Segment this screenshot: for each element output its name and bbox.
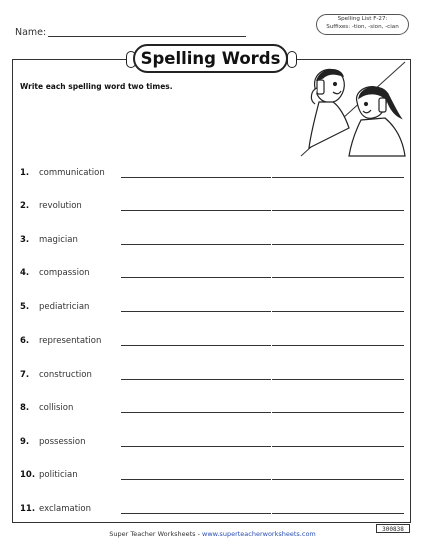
writing-line-2[interactable] xyxy=(272,379,404,380)
word-number: 8. xyxy=(20,403,30,413)
writing-line-1[interactable] xyxy=(121,244,271,245)
writing-line-1[interactable] xyxy=(121,345,271,346)
page-title: Spelling Words xyxy=(133,44,288,73)
writing-line-2[interactable] xyxy=(272,311,404,312)
writing-line-2[interactable] xyxy=(272,210,404,211)
writing-line-1[interactable] xyxy=(121,446,271,447)
writing-line-2[interactable] xyxy=(272,412,404,413)
word-row xyxy=(20,168,410,182)
writing-line-2[interactable] xyxy=(272,513,404,514)
word-number: 3. xyxy=(20,235,30,245)
word-number: 4. xyxy=(20,268,30,278)
word-row xyxy=(20,235,410,249)
writing-line-2[interactable] xyxy=(272,345,404,346)
spelling-word: revolution xyxy=(39,201,82,211)
spelling-word: representation xyxy=(39,336,102,346)
writing-line-2[interactable] xyxy=(272,446,404,447)
spelling-word: exclamation xyxy=(39,504,91,514)
word-row xyxy=(20,336,410,350)
word-number: 7. xyxy=(20,370,30,380)
footer xyxy=(0,530,425,538)
word-row xyxy=(20,370,410,384)
writing-line-1[interactable] xyxy=(121,479,271,480)
word-number: 6. xyxy=(20,336,30,346)
word-number: 11. xyxy=(20,504,36,514)
writing-line-2[interactable] xyxy=(272,277,404,278)
badge-suffix-label: Suffixes: -tion, -sion, -cian xyxy=(326,23,399,30)
writing-line-1[interactable] xyxy=(121,277,271,278)
spelling-word: politician xyxy=(39,470,78,480)
word-number: 10. xyxy=(20,470,36,480)
worksheet-code: 300838 xyxy=(376,524,410,533)
spelling-word: compassion xyxy=(39,268,90,278)
writing-line-1[interactable] xyxy=(121,513,271,514)
word-row xyxy=(20,302,410,316)
spelling-word: construction xyxy=(39,370,92,380)
word-row xyxy=(20,504,410,518)
word-number: 1. xyxy=(20,168,30,178)
writing-line-1[interactable] xyxy=(121,177,271,178)
word-row xyxy=(20,403,410,417)
footer-text: Super Teacher Worksheets - xyxy=(109,530,203,538)
word-row xyxy=(20,437,410,451)
writing-line-2[interactable] xyxy=(272,479,404,480)
writing-line-1[interactable] xyxy=(121,311,271,312)
spelling-list-badge xyxy=(316,14,409,35)
writing-line-1[interactable] xyxy=(121,210,271,211)
writing-line-2[interactable] xyxy=(272,177,404,178)
word-row xyxy=(20,268,410,282)
word-row xyxy=(20,470,410,484)
writing-line-1[interactable] xyxy=(121,412,271,413)
name-label: Name: xyxy=(15,27,47,38)
word-number: 2. xyxy=(20,201,30,211)
spelling-word: pediatrician xyxy=(39,302,90,312)
writing-line-1[interactable] xyxy=(121,379,271,380)
word-row xyxy=(20,201,410,215)
word-number: 5. xyxy=(20,302,30,312)
spelling-word: possession xyxy=(39,437,86,447)
spelling-word: magician xyxy=(39,235,78,245)
name-line[interactable] xyxy=(48,36,246,37)
instructions: Write each spelling word two times. xyxy=(20,82,173,91)
word-number: 9. xyxy=(20,437,30,447)
spelling-word: collision xyxy=(39,403,74,413)
footer-link[interactable]: www.superteacherworksheets.com xyxy=(202,530,316,538)
writing-line-2[interactable] xyxy=(272,244,404,245)
phone-conversation-illustration xyxy=(293,58,411,160)
badge-list-label: Spelling List F-27: xyxy=(337,16,388,22)
spelling-word: communication xyxy=(39,168,105,178)
